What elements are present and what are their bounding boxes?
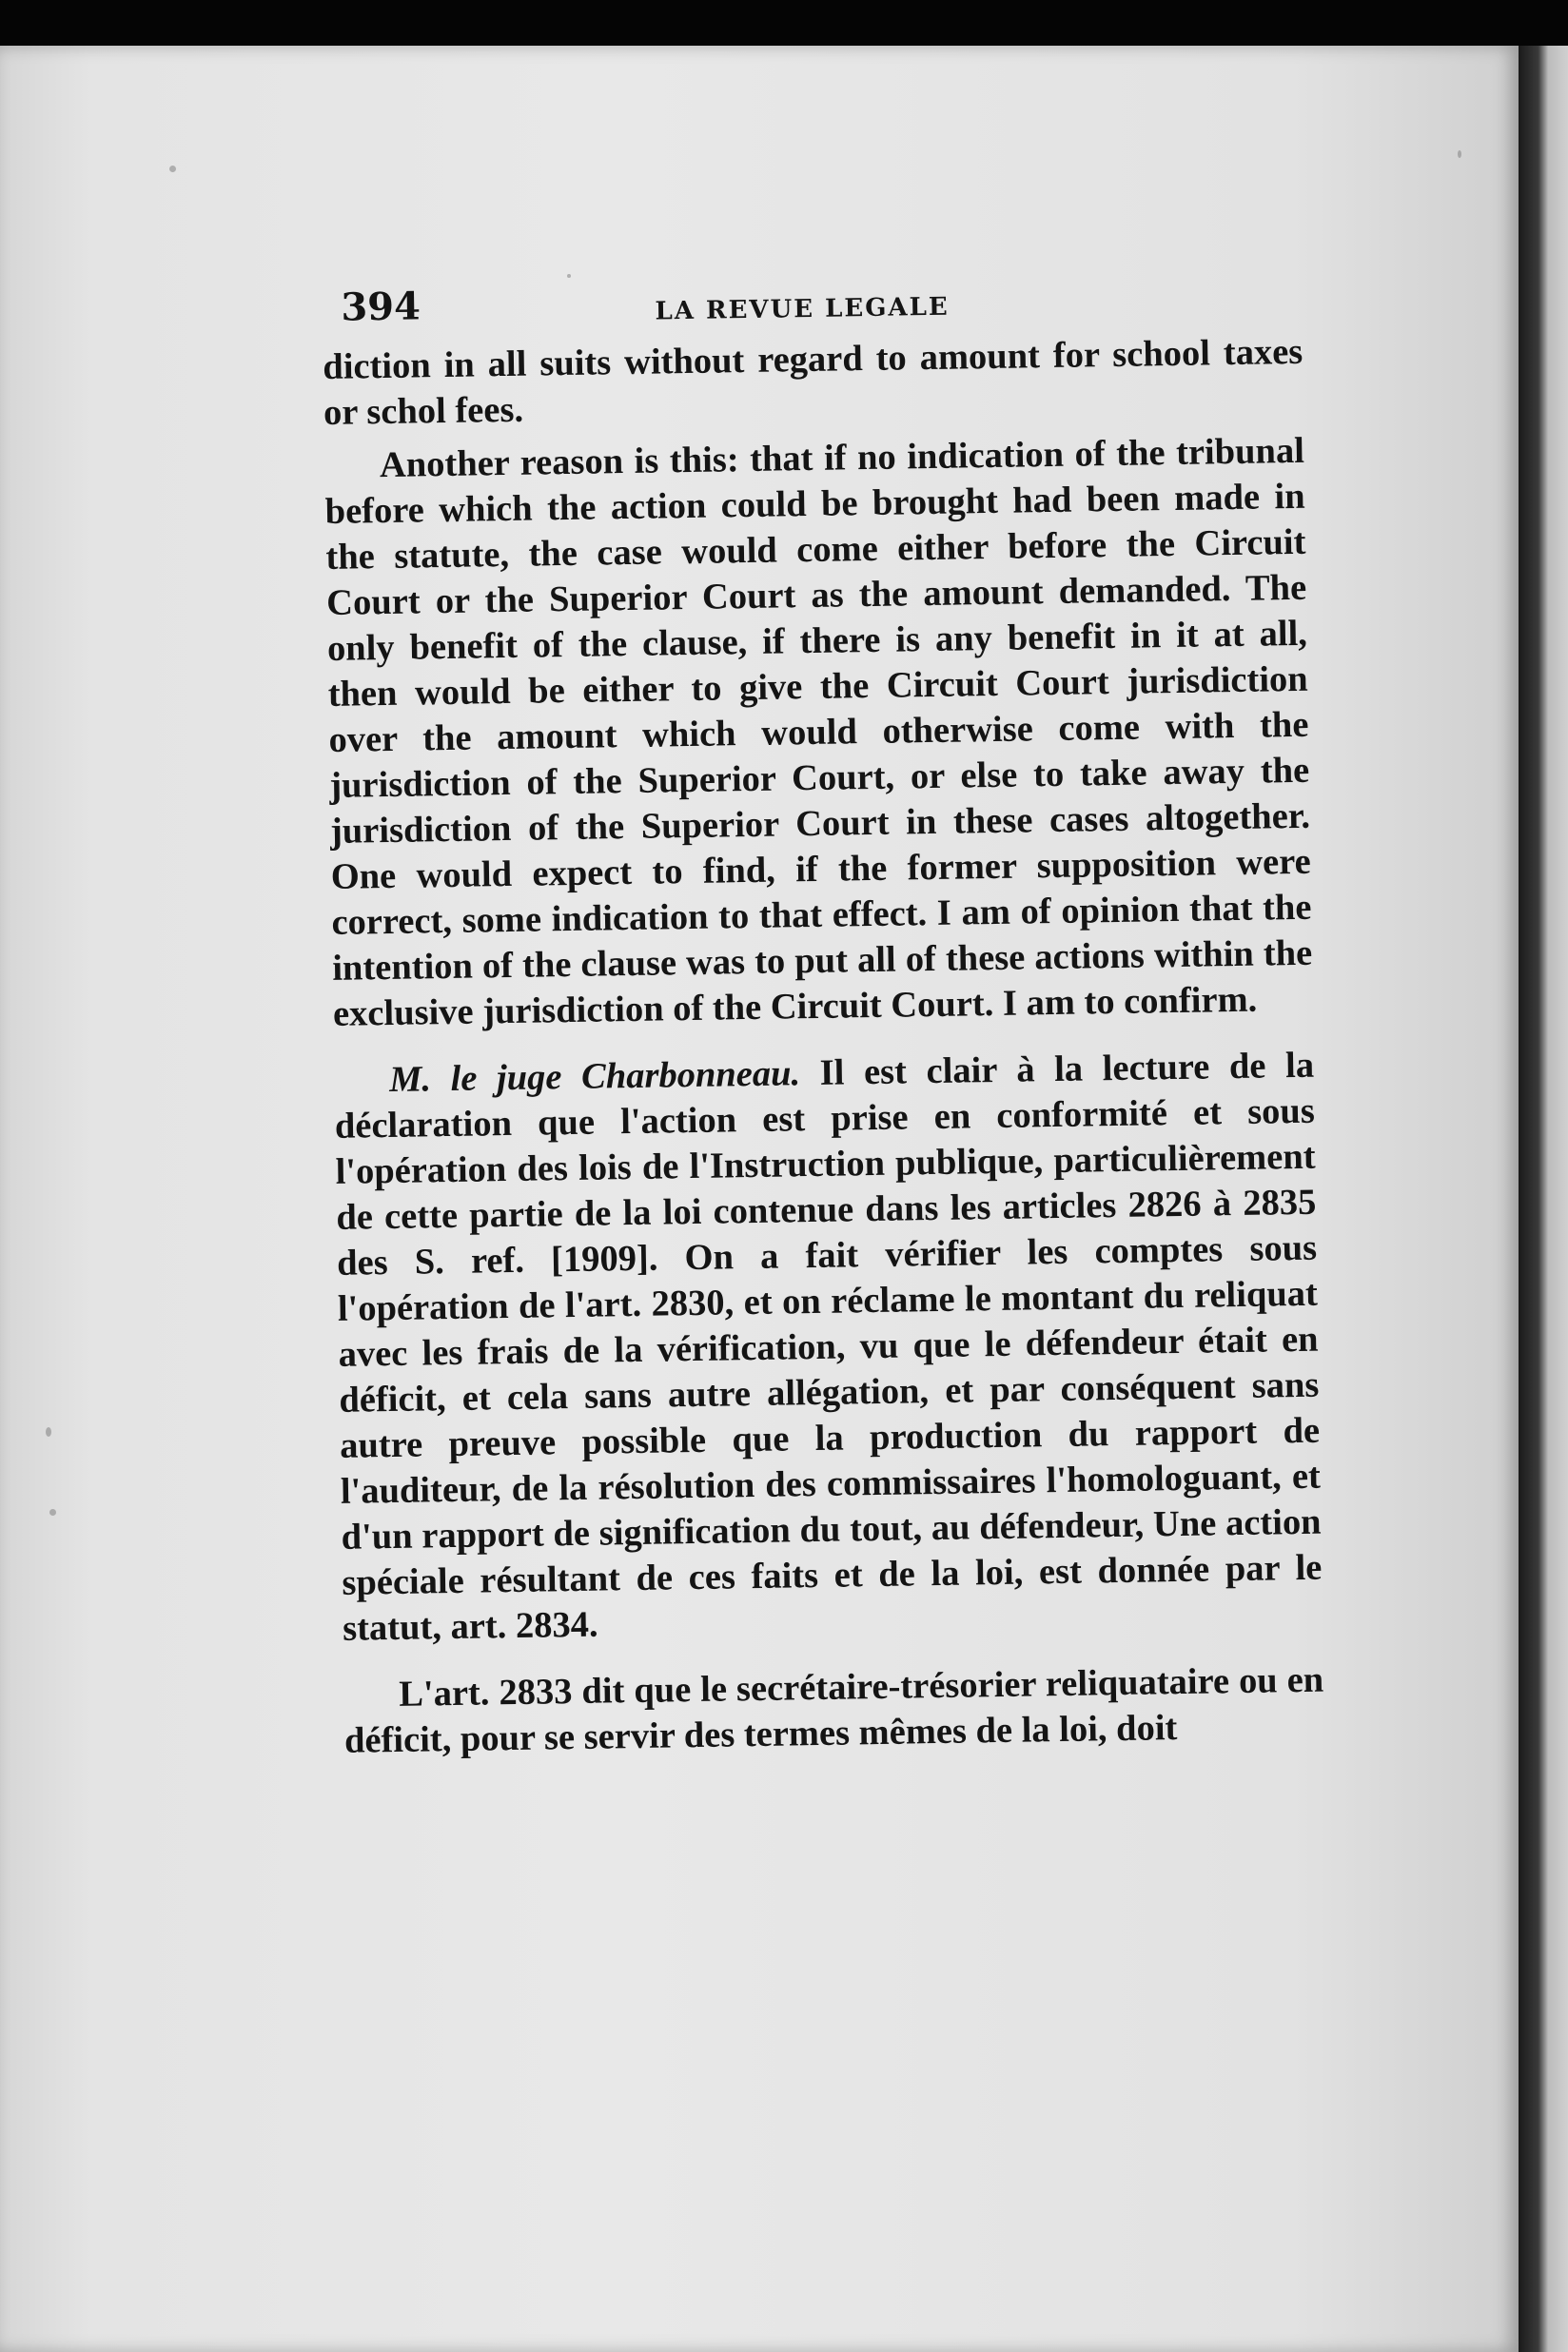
paragraph-3-text: Il est clair à la lecture de la déclaration que l'action est prise en conformité et sous l'opération des lois de l'Instruction publique, particulièrement de cette partie de la loi contenue dans les articles 2826 à 2835 des S. ref. [1909]. On a fait vérifier les comptes sous l'opération de l'art. 2830, et on réclame le montant du reliquat avec les frais de la vérification, vu que le défendeur était en déficit, et cela sans autre allégation, et par conséquent sans autre preuve possible que la production du rapport de l'auditeur, de la résolution des commissaires l'homologuant, et d'un rapport de signification du tout, au défendeur, Une action spéciale résultant de ces faits et de la loi, est donnée par le statut, art. 2834. xyxy=(334,1045,1323,1649)
book-gutter xyxy=(1519,46,1568,2352)
paragraph-3 xyxy=(334,1043,1323,1652)
scan-top-border xyxy=(0,0,1568,49)
page-number: 394 xyxy=(340,284,421,330)
paragraph-2: Another reason is this: that if no indication of the tribunal before which the action could be brought had been made in the statute, the case would come either before the Circuit Court or the Superior Court as the amount demanded. The only benefit of the clause, if there is any benefit in it at all, then would be either to give the Circuit Court jurisdiction over the amount which would otherwise come with the jurisdiction of the Superior Court, or else to take away the jurisdiction of the Superior Court in these cases altogether. One would expect to find, if the former supposition were correct, some indication to that effect. I am of opinion that the intention of the clause was to put all of these actions within the exclusive jurisdiction of the Circuit Court. I am to confirm. xyxy=(324,430,1313,1034)
scan-speck xyxy=(49,1509,56,1516)
scan-speck xyxy=(169,166,176,172)
paragraph-1: diction in all suits without regard to amount for school taxes or schol fees. xyxy=(323,331,1303,433)
paragraph-4: L'art. 2833 dit que le secrétaire-trésorier reliquataire ou en déficit, pour se servir des termes mêmes de la loi, doit xyxy=(343,1659,1324,1761)
scan-speck xyxy=(46,1427,51,1437)
running-title: LA REVUE LEGALE xyxy=(655,292,950,326)
judge-name: M. le juge Charbonneau. xyxy=(388,1053,801,1100)
page-text xyxy=(322,270,1324,1764)
scan-speck xyxy=(1458,150,1461,158)
scan-speck xyxy=(567,274,571,278)
